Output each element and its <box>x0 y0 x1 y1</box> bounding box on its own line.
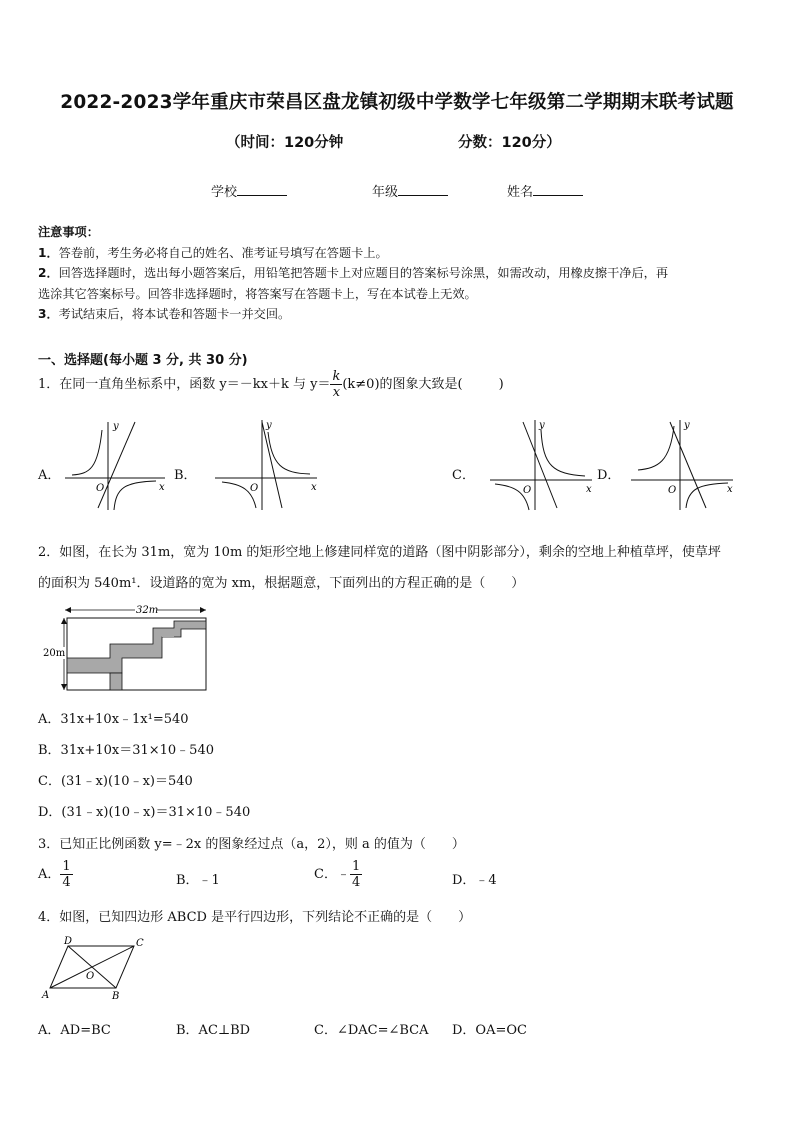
q3-option-a: A． $\frac{1}{4}$ <box>38 859 71 890</box>
svg-text:x: x <box>586 484 592 495</box>
school-field <box>211 181 287 200</box>
question-4-stem: 4．如图，已知四边形 ABCD 是平行四边形，下列结论不正确的是（ ） <box>38 910 472 925</box>
svg-text:x: x <box>727 484 733 495</box>
center-o-label: O <box>86 971 95 982</box>
note-item: 2．回答选择题时，选出每小题答案后，用铅笔把答题卡上对应题目的答案标号涂黑，如需改动，用橡皮擦干净后，再 <box>38 266 669 280</box>
grade-field <box>372 181 448 200</box>
school-label: 学校 <box>211 185 238 200</box>
x-axis-label: x <box>159 482 165 493</box>
svg-text:O: O <box>250 483 259 494</box>
time-label: （时间：120分钟 <box>226 135 344 151</box>
q4-parallelogram-figure <box>38 934 148 1004</box>
notes-heading: 注意事项： <box>38 225 99 239</box>
q4-option-c: C．∠DAC=∠BCA <box>314 1023 429 1038</box>
fraction-k-over-x: $\frac{k}{x}$ <box>332 369 341 400</box>
exam-title: 2022-2023学年重庆市荣昌区盘龙镇初级中学数学七年级第二学期期末联考试题 <box>60 92 734 113</box>
grade-label: 年级 <box>372 185 399 200</box>
note-item: 3．考试结束后，将本试卷和答题卡一并交回。 <box>38 307 291 321</box>
q2-road-figure <box>40 602 215 694</box>
q1-graph-d <box>628 418 738 513</box>
q1-graph-b <box>212 418 322 513</box>
section-heading: 一、选择题(每小题 3 分, 共 30 分) <box>38 353 248 368</box>
score-label: 分数：120分） <box>458 135 561 151</box>
svg-text:y: y <box>539 420 545 431</box>
q2-option-d: D．(31﹣x)(10﹣x)＝31×10﹣540 <box>38 805 251 820</box>
svg-text:x: x <box>311 482 317 493</box>
q3-option-c: C．﹣ $\frac{1}{4}$ <box>314 859 361 890</box>
vertex-b-label: B <box>112 991 120 1002</box>
question-2-line2: 的面积为 540m¹．设道路的宽为 xm，根据题意，下面列出的方程正确的是（ ） <box>38 576 525 591</box>
q2-option-c: C．(31﹣x)(10﹣x)＝540 <box>38 774 193 789</box>
q4-option-b: B．AC⊥BD <box>176 1023 251 1038</box>
question-1-stem: 1．在同一直角坐标系中，函数 y＝－kx＋k 与 y＝ $\frac{k}{x}$ (k≠0)的图象大致是( ) <box>38 369 504 400</box>
svg-text:y: y <box>266 420 272 431</box>
question-2-line1: 2．如图，在长为 31m，宽为 10m 的矩形空地上修建同样宽的道路（图中阴影部分），剩余的空地上种植草坪，使草坪 <box>38 545 721 560</box>
svg-text:O: O <box>523 485 532 496</box>
y-axis-label: y <box>113 421 119 432</box>
note-item: 选涂其它答案标号。回答非选择题时，将答案写在答题卡上，写在本试卷上无效。 <box>38 286 477 301</box>
q3-option-d: D．﹣4 <box>452 873 497 888</box>
vertex-c-label: C <box>136 938 144 949</box>
school-blank <box>237 182 287 196</box>
grade-blank <box>398 182 448 196</box>
name-field <box>507 181 583 200</box>
note-item: 1．答卷前，考生务必将自己的姓名、准考证号填写在答题卡上。 <box>38 245 388 260</box>
q1-option-a-label: A． <box>38 468 61 483</box>
fig-width-label: 32m <box>136 605 159 616</box>
notes-block <box>38 222 760 325</box>
q4-option-d: D．OA=OC <box>452 1023 527 1038</box>
q1-graph-c <box>487 418 597 513</box>
q1-option-d-label: D． <box>597 468 621 483</box>
origin-label: O <box>96 483 105 494</box>
name-blank <box>533 182 583 196</box>
svg-text:O: O <box>668 485 677 496</box>
q3-option-b: B．﹣1 <box>176 873 220 888</box>
q2-option-a: A．31x+10x﹣1x¹=540 <box>38 712 189 727</box>
fig-height-label: 20m <box>43 648 66 659</box>
q1-graph-a <box>60 418 170 513</box>
q1-option-c-label: C． <box>452 468 475 483</box>
q1-option-b-label: B． <box>174 468 197 483</box>
question-3-stem: 3．已知正比例函数 y=﹣2x 的图象经过点（a，2），则 a 的值为（ ） <box>38 837 465 852</box>
q4-option-a: A．AD=BC <box>38 1023 111 1038</box>
vertex-d-label: D <box>64 936 73 947</box>
name-label: 姓名 <box>507 185 534 200</box>
q2-option-b: B．31x+10x＝31×10﹣540 <box>38 743 214 758</box>
vertex-a-label: A <box>42 990 50 1001</box>
svg-text:y: y <box>684 420 690 431</box>
